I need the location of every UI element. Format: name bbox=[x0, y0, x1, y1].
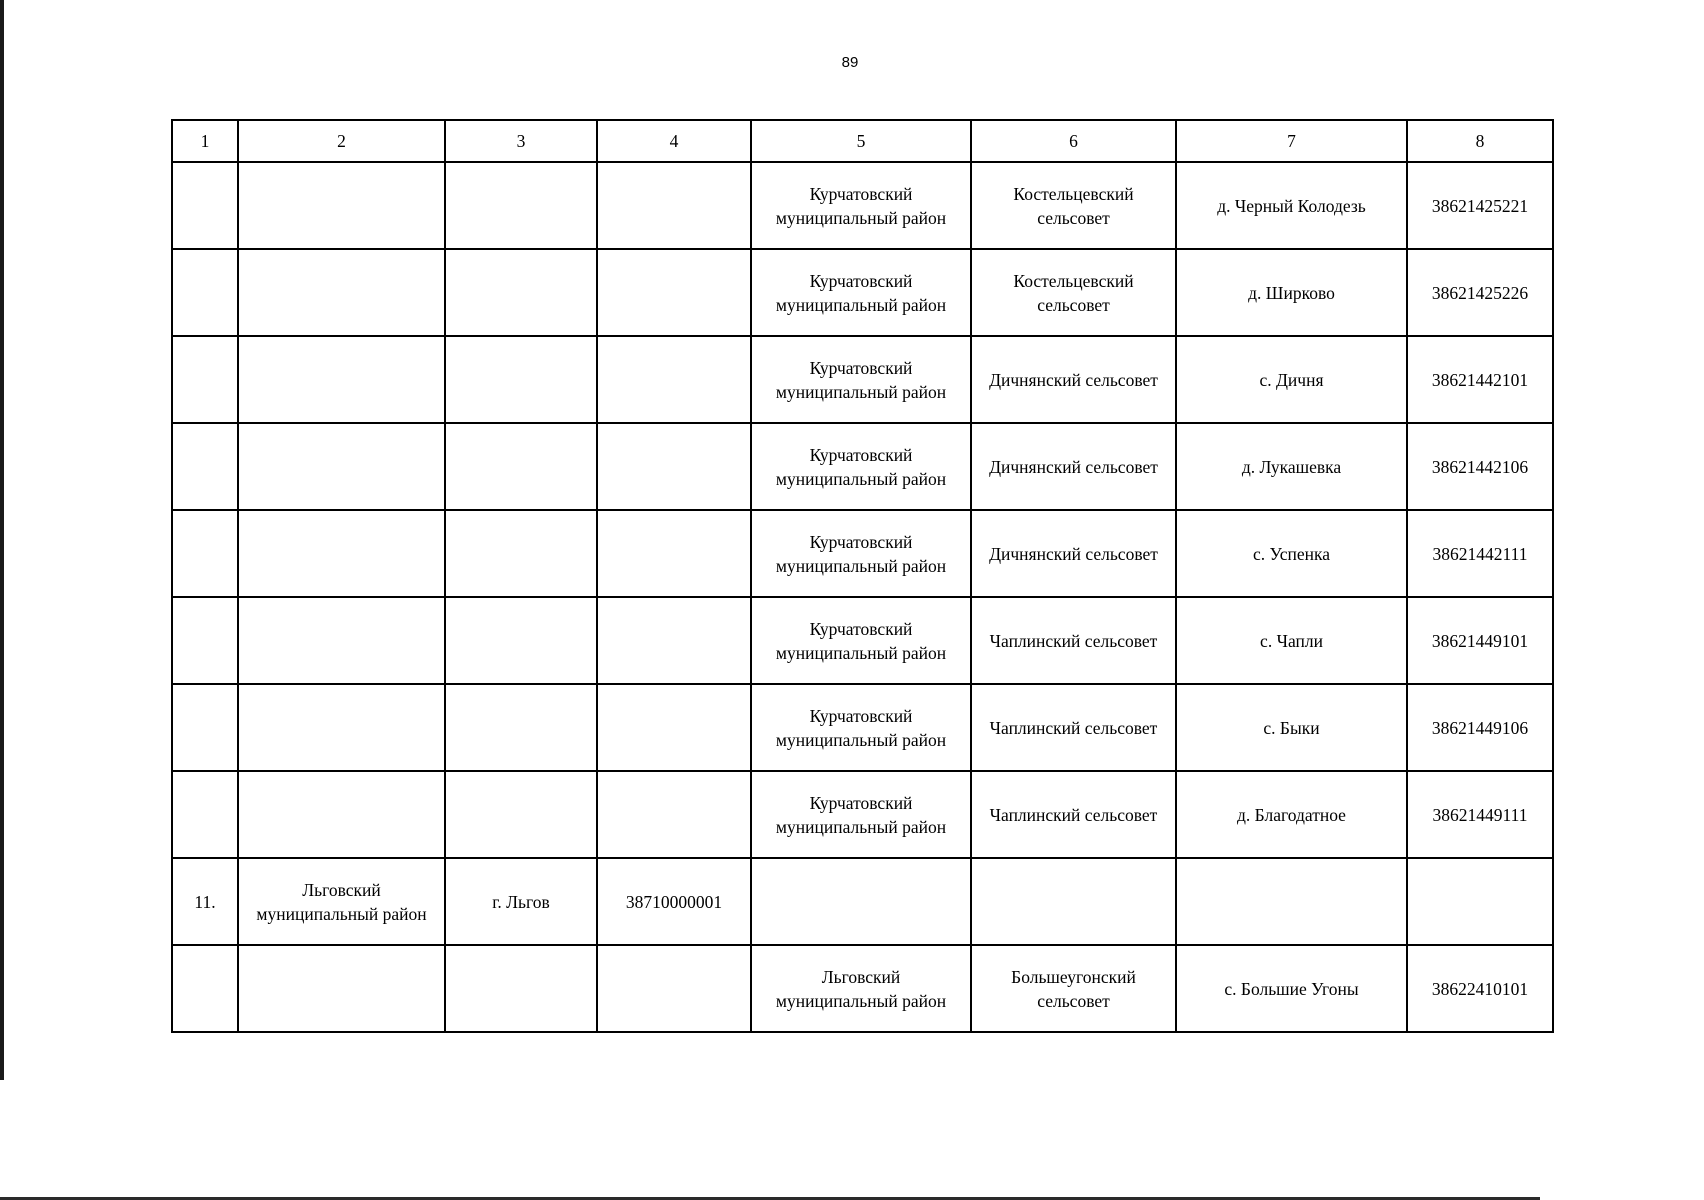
table-cell bbox=[751, 858, 971, 945]
table-cell bbox=[238, 510, 445, 597]
table-row bbox=[172, 945, 1553, 1032]
table-cell bbox=[445, 771, 597, 858]
table-cell: Курчатовский муниципальный район bbox=[751, 771, 971, 858]
table-cell bbox=[445, 162, 597, 249]
table-cell bbox=[597, 510, 751, 597]
table-cell bbox=[172, 771, 238, 858]
table-cell bbox=[445, 945, 597, 1032]
table-cell bbox=[445, 249, 597, 336]
table-cell: 38621442111 bbox=[1407, 510, 1553, 597]
table-row bbox=[172, 162, 1553, 249]
table-cell bbox=[445, 597, 597, 684]
table-cell bbox=[445, 684, 597, 771]
header-cell: 4 bbox=[597, 120, 751, 162]
table-cell bbox=[172, 336, 238, 423]
table-cell: Чаплинский сельсовет bbox=[971, 597, 1176, 684]
table-cell: Костельцевский сельсовет bbox=[971, 249, 1176, 336]
table-cell: 38621449111 bbox=[1407, 771, 1553, 858]
table-cell: д. Черный Колодезь bbox=[1176, 162, 1407, 249]
table-cell: 38621425226 bbox=[1407, 249, 1553, 336]
table-cell bbox=[172, 162, 238, 249]
table-row bbox=[172, 684, 1553, 771]
table-cell bbox=[172, 510, 238, 597]
table-cell bbox=[1407, 858, 1553, 945]
table-cell bbox=[238, 162, 445, 249]
table-cell: Дичнянский сельсовет bbox=[971, 423, 1176, 510]
table-cell: с. Чапли bbox=[1176, 597, 1407, 684]
table-cell bbox=[238, 771, 445, 858]
table-cell: 38621425221 bbox=[1407, 162, 1553, 249]
table-cell: 38621442106 bbox=[1407, 423, 1553, 510]
table-cell bbox=[172, 249, 238, 336]
table-cell: Курчатовский муниципальный район bbox=[751, 336, 971, 423]
table-cell bbox=[597, 684, 751, 771]
header-cell: 5 bbox=[751, 120, 971, 162]
table-cell: с. Быки bbox=[1176, 684, 1407, 771]
table-cell: Дичнянский сельсовет bbox=[971, 336, 1176, 423]
table-cell: Льговский муниципальный район bbox=[238, 858, 445, 945]
header-cell: 7 bbox=[1176, 120, 1407, 162]
table-cell: 38622410101 bbox=[1407, 945, 1553, 1032]
table-cell: 38710000001 bbox=[597, 858, 751, 945]
table-cell: с. Успенка bbox=[1176, 510, 1407, 597]
table-cell bbox=[238, 423, 445, 510]
table-row bbox=[172, 249, 1553, 336]
table-row bbox=[172, 858, 1553, 945]
table-cell: д. Лукашевка bbox=[1176, 423, 1407, 510]
table-cell: Льговский муниципальный район bbox=[751, 945, 971, 1032]
table-cell bbox=[445, 336, 597, 423]
table-cell bbox=[597, 597, 751, 684]
table-cell: Курчатовский муниципальный район bbox=[751, 597, 971, 684]
table-cell bbox=[597, 162, 751, 249]
table-cell: Курчатовский муниципальный район bbox=[751, 423, 971, 510]
header-cell: 8 bbox=[1407, 120, 1553, 162]
table-row bbox=[172, 423, 1553, 510]
table-cell bbox=[597, 336, 751, 423]
table-cell: д. Ширково bbox=[1176, 249, 1407, 336]
table-row bbox=[172, 336, 1553, 423]
page-number: 89 bbox=[841, 54, 859, 71]
table-cell bbox=[597, 771, 751, 858]
table-row bbox=[172, 510, 1553, 597]
header-cell: 6 bbox=[971, 120, 1176, 162]
header-cell: 1 bbox=[172, 120, 238, 162]
table-cell: Чаплинский сельсовет bbox=[971, 684, 1176, 771]
table-cell bbox=[238, 945, 445, 1032]
table-cell bbox=[238, 597, 445, 684]
table-cell: 38621442101 bbox=[1407, 336, 1553, 423]
table-cell: 11. bbox=[172, 858, 238, 945]
table-cell: 38621449101 bbox=[1407, 597, 1553, 684]
table-cell: Костельцевский сельсовет bbox=[971, 162, 1176, 249]
table-cell: д. Благодатное bbox=[1176, 771, 1407, 858]
header-cell: 3 bbox=[445, 120, 597, 162]
table-cell bbox=[445, 510, 597, 597]
table-cell bbox=[238, 249, 445, 336]
table-cell: Курчатовский муниципальный район bbox=[751, 249, 971, 336]
header-cell: 2 bbox=[238, 120, 445, 162]
table-cell: Дичнянский сельсовет bbox=[971, 510, 1176, 597]
settlements-table bbox=[171, 119, 1554, 1033]
table-cell bbox=[971, 858, 1176, 945]
table-cell bbox=[238, 336, 445, 423]
table-cell bbox=[172, 423, 238, 510]
table-cell bbox=[445, 423, 597, 510]
table-header-row bbox=[172, 120, 1553, 162]
table-cell: Курчатовский муниципальный район bbox=[751, 510, 971, 597]
table-cell: 38621449106 bbox=[1407, 684, 1553, 771]
table-cell bbox=[172, 684, 238, 771]
table-cell bbox=[238, 684, 445, 771]
table-cell bbox=[597, 249, 751, 336]
table-cell: г. Льгов bbox=[445, 858, 597, 945]
table-cell bbox=[1176, 858, 1407, 945]
table-cell: Большеугонский сельсовет bbox=[971, 945, 1176, 1032]
table-cell bbox=[172, 945, 238, 1032]
table-cell: Курчатовский муниципальный район bbox=[751, 162, 971, 249]
table-row bbox=[172, 597, 1553, 684]
table-cell: Чаплинский сельсовет bbox=[971, 771, 1176, 858]
table-cell: с. Большие Угоны bbox=[1176, 945, 1407, 1032]
table-cell: с. Дичня bbox=[1176, 336, 1407, 423]
table-row bbox=[172, 771, 1553, 858]
table-cell bbox=[597, 423, 751, 510]
table-cell bbox=[597, 945, 751, 1032]
table-cell bbox=[172, 597, 238, 684]
table-cell: Курчатовский муниципальный район bbox=[751, 684, 971, 771]
scan-edge-left bbox=[0, 0, 4, 1080]
